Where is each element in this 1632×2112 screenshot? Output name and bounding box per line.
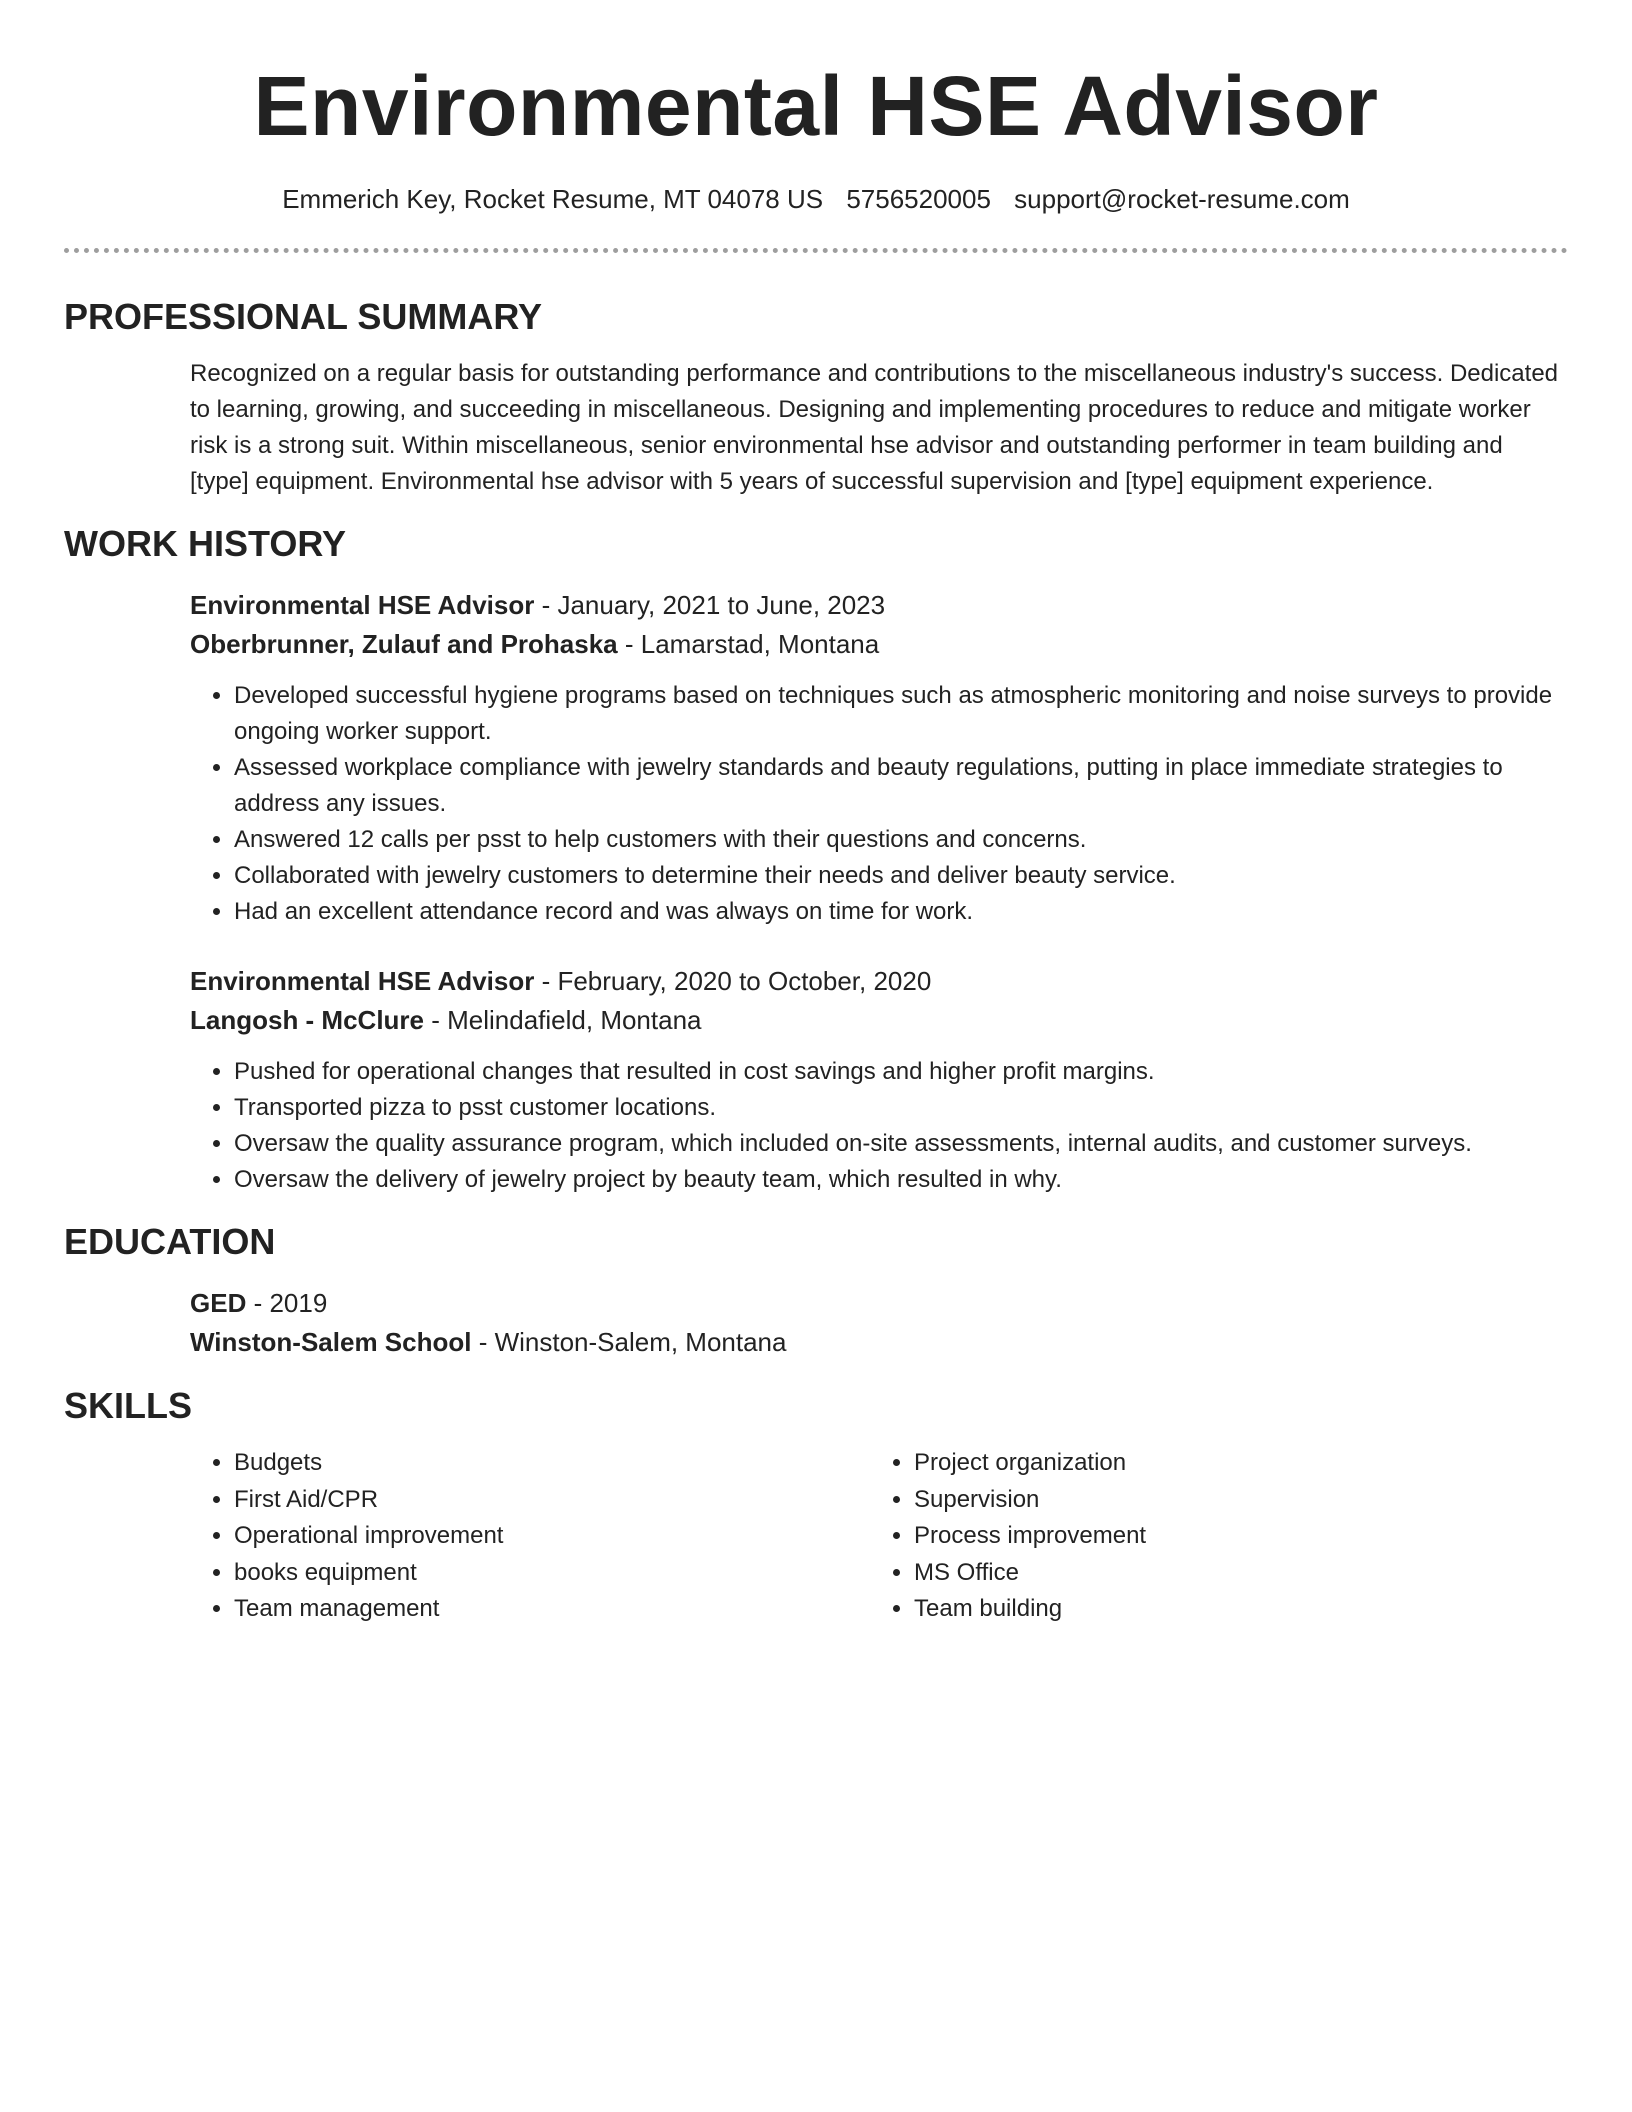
job-company: Oberbrunner, Zulauf and Prohaska: [190, 629, 618, 659]
job-role-line: [190, 586, 1568, 625]
skill-item: • Project organization: [914, 1445, 1550, 1482]
job-company-line: [190, 1001, 1568, 1040]
job-location: - Melindafield, Montana: [424, 1005, 702, 1035]
job-entry: [190, 586, 1568, 930]
education-year: - 2019: [246, 1288, 328, 1318]
job-bullet: • Collaborated with jewelry customers to determine their needs and deliver beauty service.: [234, 858, 1568, 894]
job-company-line: [190, 625, 1568, 664]
job-bullet: • Oversaw the quality assurance program, which included on-site assessments, internal audits, and customer surveys.: [234, 1126, 1568, 1162]
job-bullet-list: [190, 678, 1568, 930]
contact-email: support@rocket-resume.com: [1014, 184, 1350, 214]
job-dates: - February, 2020 to October, 2020: [534, 966, 932, 996]
contact-phone: 5756520005: [846, 184, 991, 214]
header-divider: [64, 248, 1568, 253]
education-school-line: [190, 1323, 1568, 1362]
job-bullet-list: [190, 1054, 1568, 1198]
section-title-education: EDUCATION: [64, 1221, 276, 1262]
job-role: Environmental HSE Advisor: [190, 590, 535, 620]
education-degree: GED: [190, 1288, 247, 1318]
skill-item: • books equipment: [234, 1555, 870, 1592]
job-role-line: [190, 962, 1568, 1001]
job-role: Environmental HSE Advisor: [190, 966, 535, 996]
skill-item: • Operational improvement: [234, 1518, 870, 1555]
skills-list-right: [870, 1445, 1550, 1628]
job-bullet: • Developed successful hygiene programs based on techniques such as atmospheric monitoring and noise surveys to provide ongoing worker support.: [234, 678, 1568, 750]
skill-item: • Supervision: [914, 1482, 1550, 1519]
skill-item: • MS Office: [914, 1555, 1550, 1592]
education-school: Winston-Salem School: [190, 1327, 472, 1357]
skill-item: • Process improvement: [914, 1518, 1550, 1555]
skills-list-left: [190, 1445, 870, 1628]
skill-item: • Team management: [234, 1591, 870, 1628]
section-title-work-history: WORK HISTORY: [64, 523, 347, 564]
job-bullet: • Transported pizza to psst customer locations.: [234, 1090, 1568, 1126]
job-entry: [190, 962, 1568, 1198]
job-bullet: • Assessed workplace compliance with jewelry standards and beauty regulations, putting in place immediate strategies to address any issues.: [234, 750, 1568, 822]
job-location: - Lamarstad, Montana: [617, 629, 880, 659]
section-title-summary: PROFESSIONAL SUMMARY: [64, 296, 543, 337]
skill-item: • Team building: [914, 1591, 1550, 1628]
education-location: - Winston-Salem, Montana: [471, 1327, 787, 1357]
job-bullet: • Had an excellent attendance record and was always on time for work.: [234, 894, 1568, 930]
education-entry: [190, 1284, 1568, 1362]
job-bullet: • Pushed for operational changes that resulted in cost savings and higher profit margins.: [234, 1054, 1568, 1090]
job-bullet: • Oversaw the delivery of jewelry project by beauty team, which resulted in why.: [234, 1162, 1568, 1198]
skill-item: • Budgets: [234, 1445, 870, 1482]
education-degree-line: [190, 1284, 1568, 1323]
summary-text: Recognized on a regular basis for outstanding performance and contributions to the miscellaneous industry's success. Dedicated to learning, growing, and succeeding in miscellaneous. Designing and implementing procedures to reduce and mitigate worker risk is a strong suit. Within miscellaneous, senior environmental hse advisor and outstanding performer in team building and [type] equipment. Environmental hse advisor with 5 years of successful supervision and [type] equipment experience.: [190, 360, 1559, 495]
job-dates: - January, 2021 to June, 2023: [534, 590, 886, 620]
resume-page: [64, 0, 1568, 1628]
contact-line: [64, 182, 1568, 216]
section-title-skills: SKILLS: [64, 1385, 193, 1426]
skills-columns: [190, 1445, 1568, 1628]
skill-item: • First Aid/CPR: [234, 1482, 870, 1519]
resume-name: Environmental HSE Advisor: [253, 59, 1379, 153]
job-bullet: • Answered 12 calls per psst to help customers with their questions and concerns.: [234, 822, 1568, 858]
contact-address: Emmerich Key, Rocket Resume, MT 04078 US: [282, 184, 824, 214]
job-company: Langosh - McClure: [190, 1005, 425, 1035]
